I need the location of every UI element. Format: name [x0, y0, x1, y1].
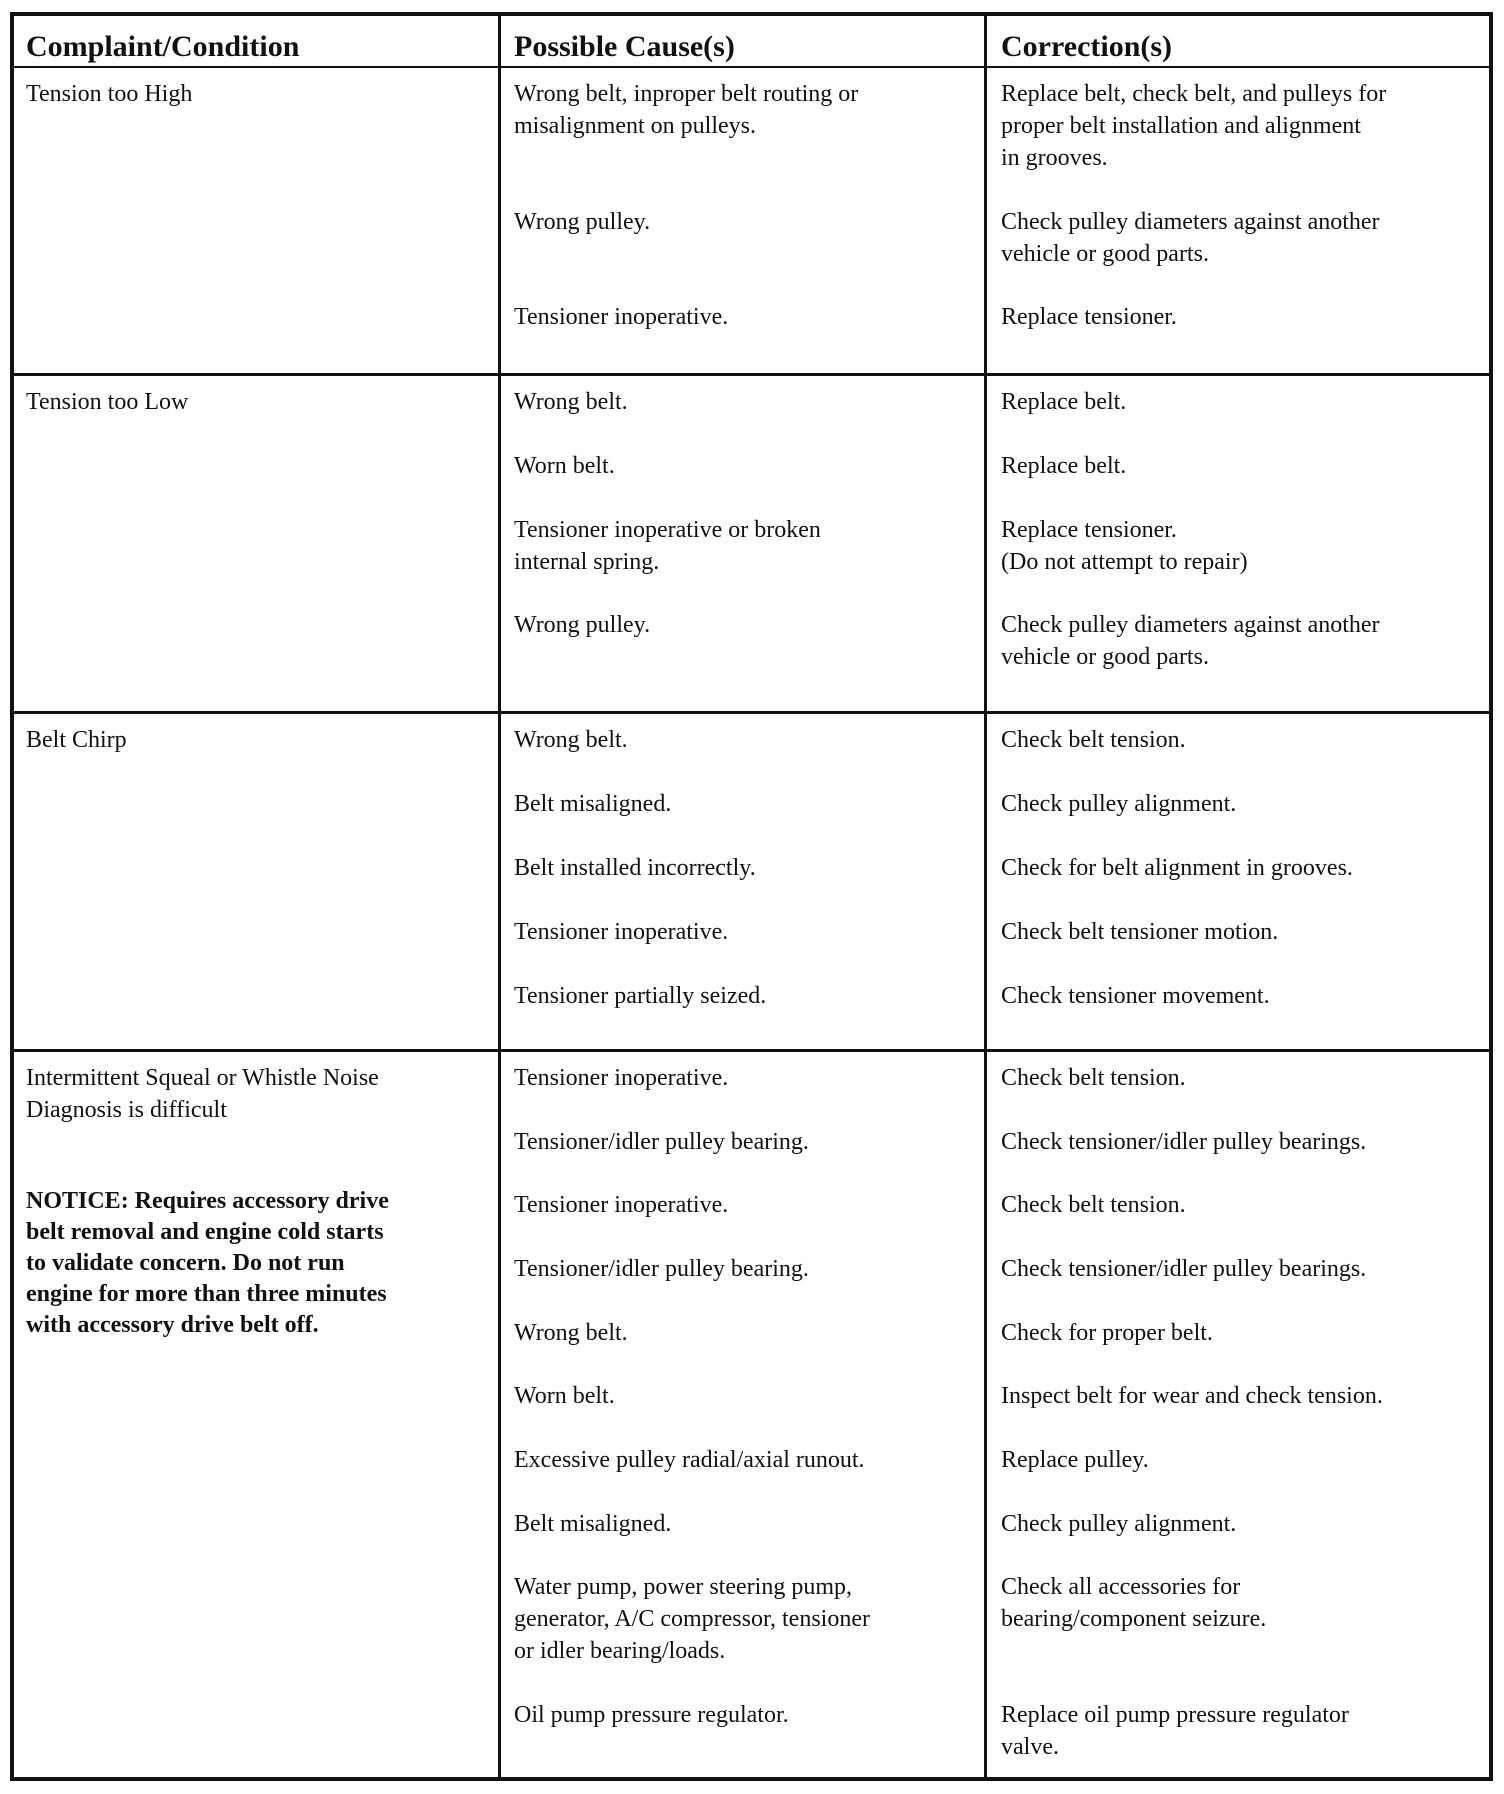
header-cause: Possible Cause(s) [514, 30, 735, 63]
diagnosis-table [10, 12, 1493, 1781]
cause-cell: Wrong pulley. [514, 612, 651, 638]
header-correction: Correction(s) [1001, 30, 1173, 63]
correction-cell: Inspect belt for wear and check tension. [1001, 1383, 1383, 1409]
correction-cell: Check tensioner/idler pulley bearings. [1001, 1129, 1367, 1155]
notice-text: NOTICE: Requires accessory drive belt removal and engine cold starts to validate concern. Do not run engine for more than three minutes with accessory drive belt off. [26, 1188, 389, 1338]
column-divider [498, 16, 501, 1777]
correction-cell: Check pulley alignment. [1001, 791, 1237, 817]
cause-cell: Tensioner inoperative. [514, 1065, 729, 1091]
correction-cell: Check for belt alignment in grooves. [1001, 855, 1353, 881]
cause-cell: Tensioner inoperative or broken internal spring. [514, 517, 821, 575]
cause-cell: Wrong belt, inproper belt routing or misalignment on pulleys. [514, 81, 859, 139]
cause-cell: Wrong belt. [514, 1320, 628, 1346]
cause-cell: Tensioner inoperative. [514, 304, 729, 330]
correction-cell: Check belt tension. [1001, 727, 1186, 753]
correction-cell: Replace tensioner. [1001, 304, 1177, 330]
header-divider [14, 66, 1489, 68]
correction-cell: Replace belt. [1001, 389, 1127, 415]
correction-cell: Replace belt. [1001, 453, 1127, 479]
cause-cell: Wrong belt. [514, 389, 628, 415]
cause-cell: Wrong pulley. [514, 209, 651, 235]
cause-cell: Tensioner inoperative. [514, 919, 729, 945]
correction-cell: Check pulley diameters against another vehicle or good parts. [1001, 612, 1380, 670]
cause-cell: Belt misaligned. [514, 1511, 672, 1537]
cause-cell: Excessive pulley radial/axial runout. [514, 1447, 865, 1473]
group-divider [14, 711, 1489, 714]
correction-cell: Check all accessories for bearing/component seizure. [1001, 1574, 1267, 1632]
cause-cell: Belt misaligned. [514, 791, 672, 817]
cause-cell: Oil pump pressure regulator. [514, 1702, 789, 1728]
correction-cell: Check pulley alignment. [1001, 1511, 1237, 1537]
cause-cell: Worn belt. [514, 1383, 615, 1409]
correction-cell: Check belt tension. [1001, 1192, 1186, 1218]
cause-cell: Worn belt. [514, 453, 615, 479]
correction-cell: Check tensioner/idler pulley bearings. [1001, 1256, 1367, 1282]
condition-cell: Belt Chirp [26, 727, 127, 753]
correction-cell: Replace pulley. [1001, 1447, 1149, 1473]
column-divider [984, 16, 987, 1777]
condition-cell: Tension too High [26, 81, 193, 107]
cause-cell: Wrong belt. [514, 727, 628, 753]
correction-cell: Check for proper belt. [1001, 1320, 1213, 1346]
correction-cell: Check belt tensioner motion. [1001, 919, 1279, 945]
group-divider [14, 373, 1489, 376]
cause-cell: Tensioner inoperative. [514, 1192, 729, 1218]
header-complaint: Complaint/Condition [26, 30, 300, 63]
cause-cell: Tensioner/idler pulley bearing. [514, 1129, 809, 1155]
condition-cell: Tension too Low [26, 389, 189, 415]
correction-cell: Replace belt, check belt, and pulleys for proper belt installation and alignment in grooves. [1001, 81, 1387, 171]
cause-cell: Belt installed incorrectly. [514, 855, 756, 881]
correction-cell: Check tensioner movement. [1001, 983, 1270, 1009]
condition-cell: Intermittent Squeal or Whistle Noise Diagnosis is difficult [26, 1065, 379, 1123]
cause-cell: Tensioner partially seized. [514, 983, 767, 1009]
correction-cell: Check belt tension. [1001, 1065, 1186, 1091]
correction-cell: Replace oil pump pressure regulator valve. [1001, 1702, 1349, 1760]
cause-cell: Water pump, power steering pump, generator, A/C compressor, tensioner or idler bearing/loads. [514, 1574, 870, 1664]
correction-cell: Check pulley diameters against another vehicle or good parts. [1001, 209, 1380, 267]
group-divider [14, 1049, 1489, 1052]
cause-cell: Tensioner/idler pulley bearing. [514, 1256, 809, 1282]
correction-cell: Replace tensioner. (Do not attempt to repair) [1001, 517, 1248, 575]
